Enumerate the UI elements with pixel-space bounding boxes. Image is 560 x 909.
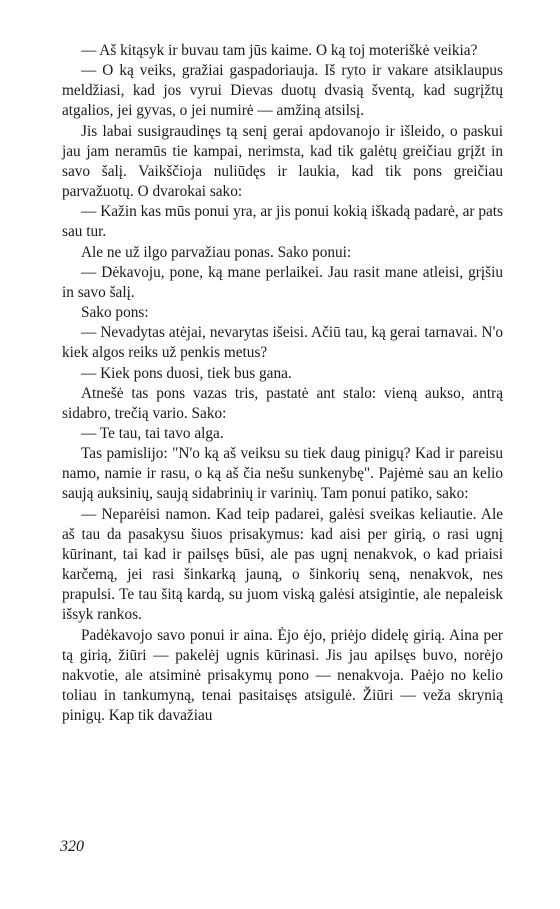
paragraph: — Dėkavoju, pone, ką mane perlaikei. Jau rasit mane atleisi, grįšiu in savo šalį. <box>62 263 503 301</box>
paragraph: Jis labai susigraudinęs tą senį gerai apdovanojo ir išleido, o paskui jau jam neramūs tie kampai, nerimsta, kad tik galėtų greičiau grįžt in savo šalį. Vaikščioja nuliūdęs ir laukia, kad tik pons greičiau parvažuotų. O dvarokai sako: <box>62 122 503 201</box>
paragraph: — Nevadytas atėjai, nevarytas išeisi. Ačiū tau, ką gerai tarnavai. N'o kiek algos reiks už penkis metus? <box>62 324 503 362</box>
paragraph: — Te tau, tai tavo alga. <box>81 424 224 442</box>
page-text <box>62 41 503 726</box>
paragraph: Ale ne už ilgo parvažiau ponas. Sako ponui: <box>81 243 352 261</box>
paragraph: Atnešė tas pons vazas tris, pastatė ant stalo: vieną aukso, antrą sidabro, trečią vario. Sako: <box>62 384 503 422</box>
paragraph: Padėkavojo savo ponui ir aina. Ėjo ėjo, priėjo didelę girią. Aina per tą girią, žiūri — pakelėj ugnis kūrinasi. Jis jau apilsęs buvo, norėjo nakvotie, ale atsiminė prisakymų pono — nenakvoja. Paėjo no kelio toliau in tankumyną, tenai pasitaisęs atsigulė. Žiūri — veža skrynią pinigų. Kap tik davažiau <box>62 626 503 725</box>
paragraph: Tas pamislijo: "N'o ką aš veiksu su tiek daug pinigų? Kad ir pareisu namo, namie ir rasu, o ką aš čia nešu sunkenybę". Pajėmė sau an kelio saują auksinių, saują sidabrinių ir varinių. Tam ponui patiko, sako: <box>62 445 503 503</box>
page-number: 320 <box>60 838 84 855</box>
paragraph: — Kiek pons duosi, tiek bus gana. <box>81 364 292 382</box>
paragraph: Sako pons: <box>81 304 149 322</box>
paragraph: — Kažin kas mūs ponui yra, ar jis ponui kokią iškadą padarė, ar pats sau tur. <box>62 203 503 241</box>
paragraph: — Aš kitąsyk ir buvau tam jūs kaime. O ką toj moteriškė veikia? <box>81 42 478 59</box>
paragraph: — O ką veiks, gražiai gaspadoriauja. Iš ryto ir vakare atsiklaupus meldžiasi, kad jos vyrui Dievas duotų dvasią šventą, kad sugrįžtų atgalios, jei gyvas, o jei numirė — amžiną atsilsį. <box>62 62 503 120</box>
paragraph: — Neparėisi namon. Kad teip padarei, galėsi sveikas keliautie. Ale aš tau da pasakysu šiuos prisakymus: kad aisi per girią, o rasi ugnį kūrinant, tai kad ir pailsęs būsi, ale pas ugnį nenakvok, o kad priaisi karčemą, jei rasi šinkarką jauną, o šinkorių seną, nenakvok, nes prapulsi. Te tau šitą kardą, su juom viską galėsi atsigintie, ale nepaleisk išsyk rankos. <box>62 505 503 624</box>
